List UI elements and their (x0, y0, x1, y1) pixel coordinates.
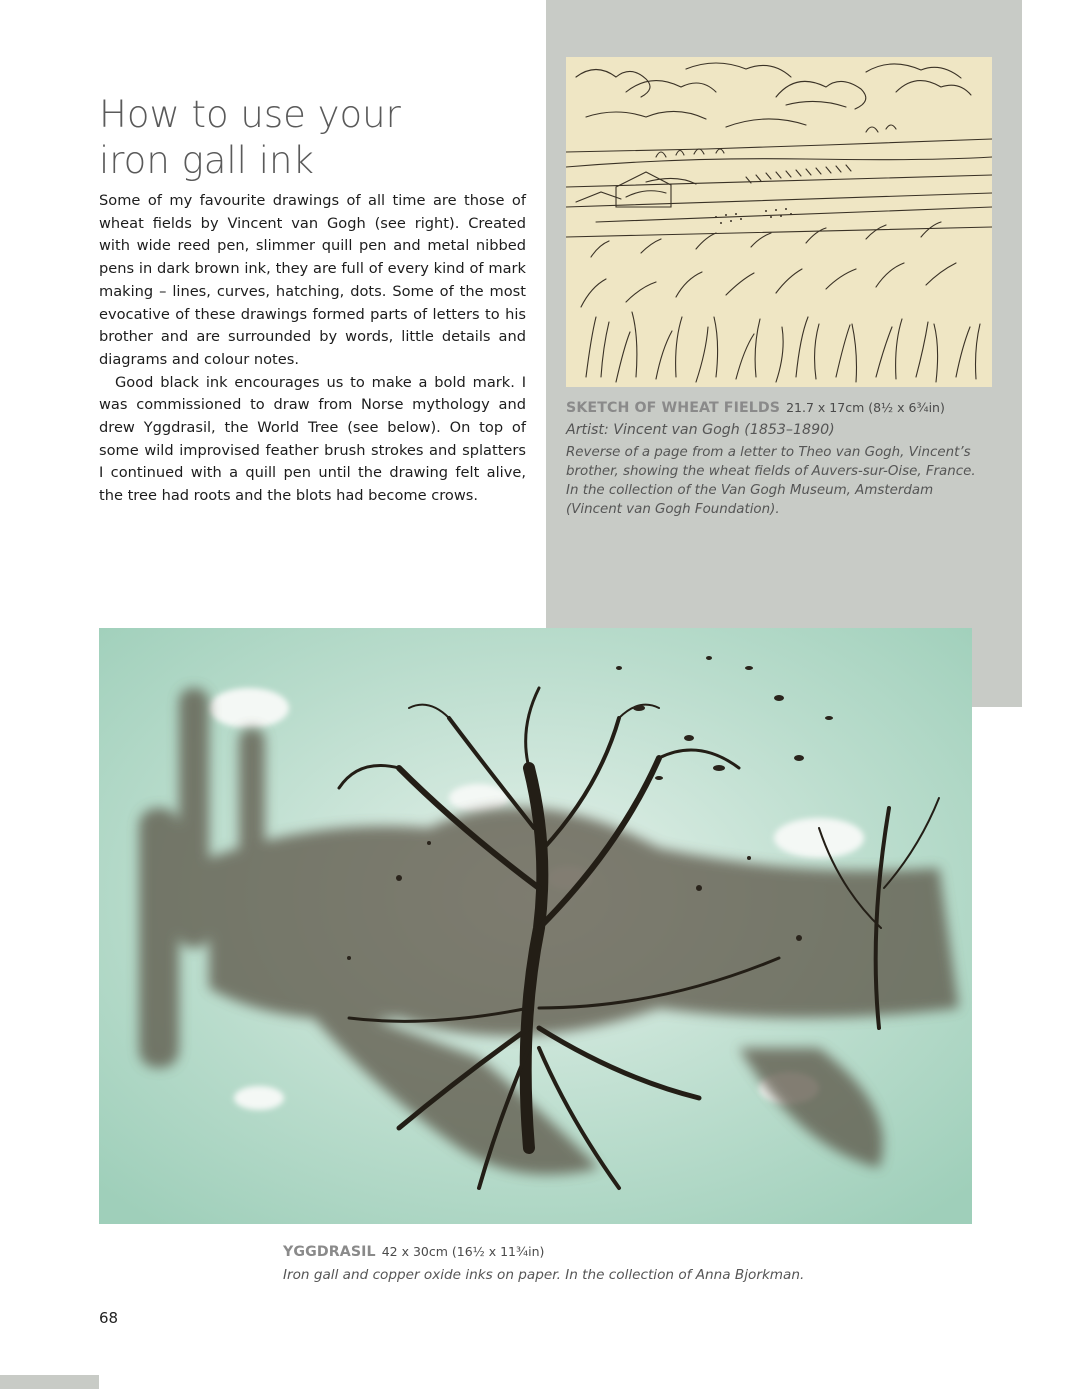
page-number: 68 (99, 1309, 119, 1327)
title-line-2: iron gall ink (99, 139, 314, 182)
wheat-fields-sketch-image (566, 57, 992, 387)
sketch-caption-title: SKETCH OF WHEAT FIELDS (566, 400, 781, 416)
yggdrasil-ink-painting (99, 628, 972, 1224)
wheat-fields-sketch-drawing (566, 57, 992, 387)
body-paragraph-2: Good black ink encourages us to make a bold mark. I was commissioned to draw from Norse mythology and drew Yggdrasil, the World Tree (see below). On top of some wild improvised feather brush strokes and splatters I continued with a quill pen until the drawing felt alive, the tree had roots and the blots had become crows. (99, 373, 526, 505)
body-text (99, 190, 526, 508)
page-title (99, 92, 529, 184)
sketch-caption-size: 21.7 x 17cm (8½ x 6¾in) (786, 400, 945, 415)
yggdrasil-caption (283, 1241, 983, 1285)
yggdrasil-caption-size: 42 x 30cm (16½ x 11¾in) (381, 1244, 545, 1259)
body-paragraph-1: Some of my favourite drawings of all time are those of wheat fields by Vincent van Gogh (see right). Created with wide reed pen, slimmer quill pen and metal nibbed pens in dark brown ink, they are full of every kind of mark making – lines, curves, hatching, dots. Some of the most evocative of these drawings formed parts of letters to his brother and are surrounded by words, little details and diagrams and colour notes. (99, 192, 526, 368)
yggdrasil-caption-title: YGGDRASIL (283, 1244, 376, 1260)
yggdrasil-caption-description: Iron gall and copper oxide inks on paper. In the collection of Anna Bjorkman. (283, 1267, 805, 1283)
sketch-caption (566, 397, 976, 519)
footer-accent-bar (0, 1375, 99, 1389)
sketch-caption-artist: Artist: Vincent van Gogh (1853–1890) (566, 422, 835, 438)
yggdrasil-artwork-image (99, 628, 972, 1224)
sketch-caption-description: Reverse of a page from a letter to Theo van Gogh, Vincent’s brother, showing the wheat fields of Auvers-sur-Oise, France. In the collection of the Van Gogh Museum, Amsterdam (Vincent van Gogh Foundation). (566, 445, 976, 517)
title-line-1: How to use your (99, 93, 401, 136)
